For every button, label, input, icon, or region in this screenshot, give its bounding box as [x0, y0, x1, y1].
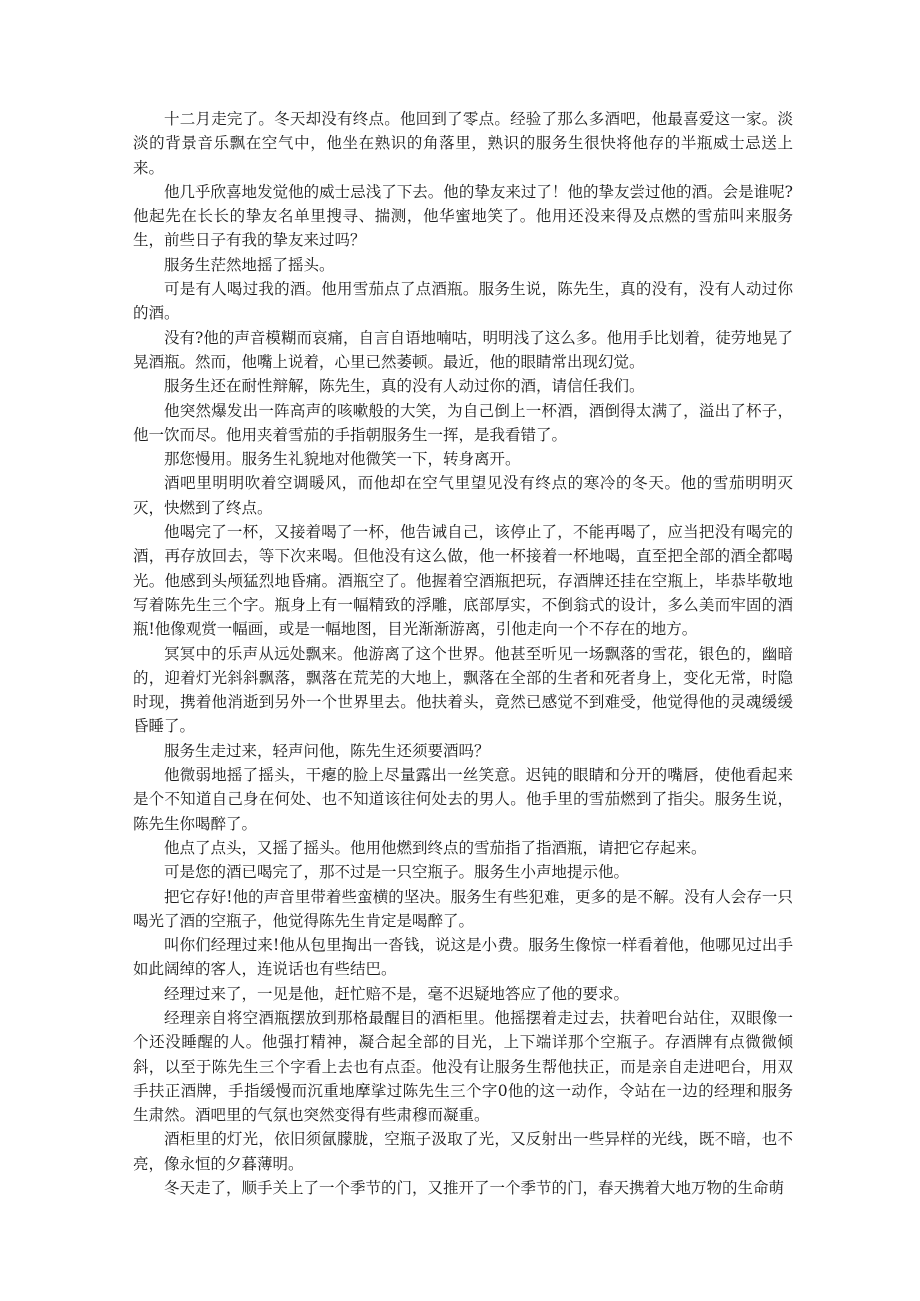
paragraph: 没有?他的声音模糊而哀痛，自言自语地喃咕，明明浅了这么多。他用手比划着，徒劳地晃了晃酒瓶。然而，他嘴上说着，心里已然萎顿。最近，他的眼睛常出现幻觉。 — [133, 328, 793, 371]
paragraph: 他突然爆发出一阵高声的咳嗽般的大笑，为自己倒上一杯酒，酒倒得太满了，溢出了杯子，他一饮而尽。他用夹着雪茄的手指朝服务生一挥，是我看错了。 — [133, 401, 793, 444]
paragraph: 他微弱地摇了摇头，干瘪的脸上尽量露出一丝笑意。迟钝的眼睛和分开的嘴唇，使他看起来是个不知道自己身在何处、也不知道该往何处去的男人。他手里的雪茄燃到了指尖。服务生说，陈先生你喝醉了。 — [133, 766, 793, 833]
paragraph: 十二月走完了。冬天却没有终点。他回到了零点。经验了那么多酒吧，他最喜爱这一家。淡淡的背景音乐飘在空气中，他坐在熟识的角落里，熟识的服务生很快将他存的半瓶威士忌送上来。 — [133, 110, 793, 177]
paragraph: 可是您的酒已喝完了，那不过是一只空瓶子。服务生小声地提示他。 — [164, 863, 630, 882]
article-body — [133, 107, 793, 1200]
paragraph: 经理亲自将空酒瓶摆放到那格最醒目的酒柜里。他摇摆着走过去，扶着吧台站住，双眼像一个还没睡醒的人。他强打精神，凝合起全部的目光，上下端详那个空瓶子。存酒牌有点微微倾斜，以至于陈先生三个字看上去也有点歪。他没有让服务生帮他扶正，而是亲自走进吧台，用双手扶正酒牌，手指缓慢而沉重地摩挲过陈先生三个字0他的这一动作，令站在一边的经理和服务生肃然。酒吧里的气氛也突然变得有些肃穆而凝重。 — [133, 1008, 793, 1125]
paragraph: 冬天走了，顺手关上了一个季节的门，又推开了一个季节的门，春天携着大地万物的生命萌 — [164, 1179, 785, 1198]
paragraph: 服务生茫然地摇了摇头。 — [164, 255, 335, 274]
paragraph: 那您慢用。服务生礼貌地对他微笑一下，转身离开。 — [164, 450, 521, 469]
paragraph: 经理过来了，一见是他，赶忙赔不是，毫不迟疑地答应了他的要求。 — [164, 984, 630, 1003]
paragraph: 把它存好!他的声音里带着些蛮横的坚决。服务生有些犯难，更多的是不解。没有人会存一只喝光了酒的空瓶子，他觉得陈先生肯定是喝醉了。 — [133, 887, 793, 930]
paragraph: 酒柜里的灯光，依旧须氤朦胧，空瓶子汲取了光，又反射出一些异样的光线，既不暗，也不亮，像永恒的夕暮薄明。 — [133, 1130, 793, 1173]
paragraph: 冥冥中的乐声从远处飘来。他游离了这个世界。他甚至听见一场飘落的雪花，银色的，幽暗的，迎着灯光斜斜飘落，飘落在荒芜的大地上，飘落在全部的生者和死者身上，变化无常，时隐时现，携着他消逝到另外一个世界里去。他扶着头，竟然已感觉不到难受，他觉得他的灵魂缓缓昏睡了。 — [133, 644, 793, 736]
paragraph: 服务生走过来，轻声问他，陈先生还须要酒吗？ — [164, 741, 490, 760]
paragraph: 酒吧里明明吹着空调暖风，而他却在空气里望见没有终点的寒冷的冬天。他的雪茄明明灭灭，快燃到了终点。 — [133, 474, 793, 517]
paragraph: 可是有人喝过我的酒。他用雪茄点了点酒瓶。服务生说，陈先生，真的没有，没有人动过你的酒。 — [133, 280, 793, 323]
paragraph: 服务生还在耐性辩解，陈先生，真的没有人动过你的酒，请信任我们。 — [164, 377, 645, 396]
paragraph: 他点了点头，又摇了摇头。他用他燃到终点的雪茄指了指酒瓶，请把它存起来。 — [164, 838, 707, 857]
paragraph: 他喝完了一杯，又接着喝了一杯，他告诫自己，该停止了，不能再喝了，应当把没有喝完的酒，再存放回去，等下次来喝。但他没有这么做，他一杯接着一杯地喝，直至把全部的酒全都喝光。他感到头颅猛烈地昏痛。酒瓶空了。他握着空酒瓶把玩，存酒牌还挂在空瓶上，毕恭毕敬地写着陈先生三个字。瓶身上有一幅精致的浮雕，底部厚实，不倒翁式的设计，多么美而牢固的酒瓶!他像观赏一幅画，或是一幅地图，目光渐渐游离，引他走向一个不存在的地方。 — [133, 523, 793, 639]
paragraph: 他几乎欣喜地发觉他的威士忌浅了下去。他的挚友来过了！他的挚友尝过他的酒。会是谁呢?他起先在长长的挚友名单里搜寻、揣测，他华蜜地笑了。他用还没来得及点燃的雪茄叫来服务生，前些日子有我的挚友来过吗？ — [133, 182, 793, 250]
paragraph: 叫你们经理过来!他从包里掏出一沓钱，说这是小费。服务生像惊一样看着他，他哪见过出手如此阔绰的客人，连说话也有些结巴。 — [133, 936, 793, 979]
